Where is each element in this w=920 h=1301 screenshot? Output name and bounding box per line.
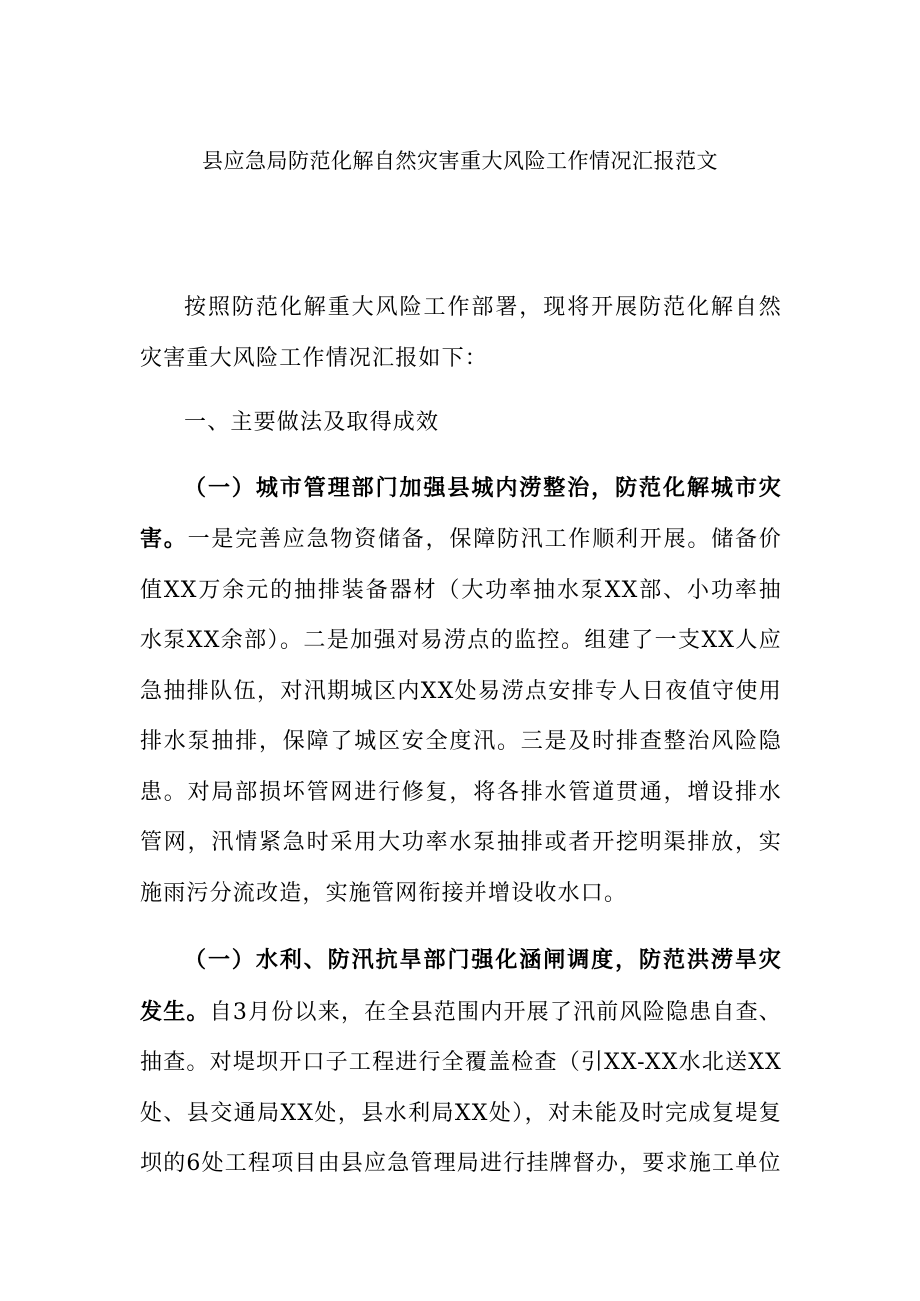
section-2-body: 自3月份以来，在全县范围内开展了汛前风险隐患自查、抽查。对堤坝开口子工程进行全覆盖检查（引XX-XX水北送XX处、县交通局XX处，县水利局XX处），对未能及时完成复堤复坝的6处工程项目由县应急管理局进行挂牌督办，要求施工单位 bbox=[140, 999, 783, 1176]
section-paragraph-2 bbox=[140, 935, 782, 1190]
section-paragraph-1 bbox=[140, 463, 782, 920]
intro-paragraph: 按照防范化解重大风险工作部署，现将开展防范化解自然灾害重大风险工作情况汇报如下： bbox=[140, 295, 782, 371]
document-body bbox=[140, 283, 782, 1190]
section-1-lead: （一）城市管理部门加强县城内涝整治，防范化解城市灾害。 bbox=[140, 474, 782, 552]
section-heading: 一、主要做法及取得成效 bbox=[184, 410, 440, 435]
section-1-body: 一是完善应急物资储备，保障防汛工作顺利开展。储备价值XX万余元的抽排装备器材（大功率抽水泵XX部、小功率抽水泵XX余部）。二是加强对易涝点的监控。组建了一支XX人应急抽排队伍，对汛期城区内XX处易涝点安排专人日夜值守使用排水泵抽排，保障了城区安全度汛。三是及时排查整治风险隐患。对局部损坏管网进行修复，将各排水管道贯通，增设排水管网，汛情紧急时采用大功率水泵抽排或者开挖明渠排放，实施雨污分流改造，实施管网衔接并增设收水口。 bbox=[140, 527, 782, 906]
document-title: 县应急局防范化解自然灾害重大风险工作情况汇报范文 bbox=[202, 149, 718, 173]
section-2-lead: （一）水利、防汛抗旱部门强化涵闸调度，防范洪涝旱灾发生。 bbox=[140, 947, 782, 1025]
